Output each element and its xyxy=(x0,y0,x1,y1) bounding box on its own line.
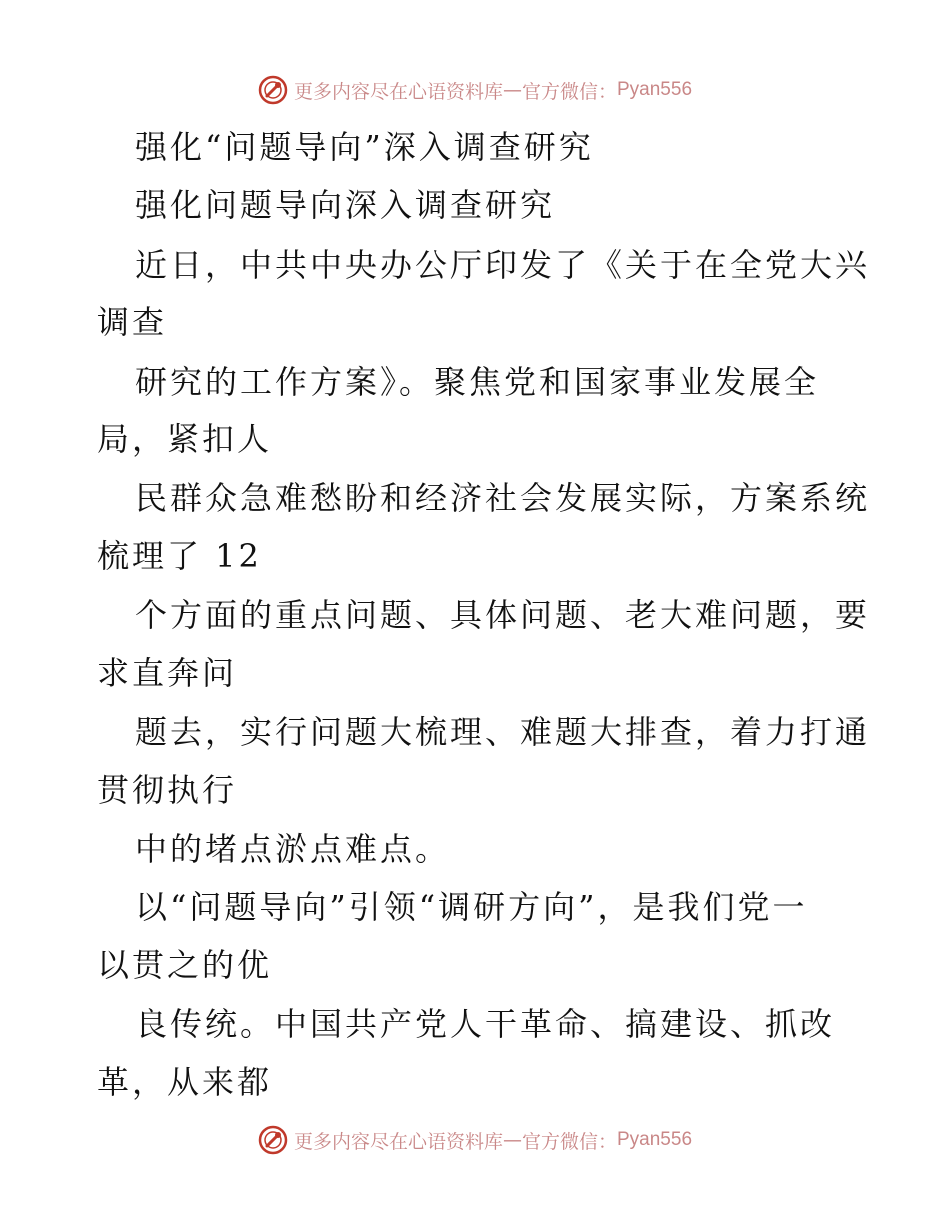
paragraph-line: 以贯之的优 xyxy=(97,946,273,984)
paragraph-line: 梳理了 12 xyxy=(97,537,262,575)
header-banner xyxy=(0,70,950,110)
paragraph-line: 调查 xyxy=(97,303,168,341)
banner-separator: — xyxy=(502,79,522,101)
paragraph-line: 贯彻执行 xyxy=(97,771,238,809)
promo-text: 更多内容尽在心语资料库 xyxy=(293,80,503,103)
document-subtitle: 强化问题导向深入调查研究 xyxy=(135,186,556,224)
promo-text: 更多内容尽在心语资料库 xyxy=(293,1130,503,1153)
wechat-label: 官方微信： xyxy=(521,1130,617,1153)
banner-separator: — xyxy=(502,1129,522,1151)
paragraph-line: 以“问题导向”引领“调研方向”，是我们党一 xyxy=(135,888,808,926)
paragraph-line: 题去，实行问题大梳理、难题大排查，着力打通 xyxy=(135,713,871,751)
footer-banner xyxy=(0,1120,950,1160)
wechat-id: Pyan556 xyxy=(617,79,693,100)
document-title: 强化“问题导向”深入调查研究 xyxy=(135,128,594,166)
red-round-seal-logo-icon xyxy=(258,75,288,105)
paragraph-line: 求直奔问 xyxy=(97,654,238,692)
paragraph-line: 研究的工作方案》。聚焦党和国家事业发展全 xyxy=(135,363,820,401)
paragraph-line: 局，紧扣人 xyxy=(97,420,273,458)
paragraph-line: 个方面的重点问题、具体问题、老大难问题，要 xyxy=(135,596,871,634)
wechat-id: Pyan556 xyxy=(617,1129,693,1150)
red-round-seal-logo-icon xyxy=(258,1125,288,1155)
paragraph-line: 民群众急难愁盼和经济社会发展实际，方案系统 xyxy=(135,479,871,517)
paragraph-line: 良传统。中国共产党人干革命、搞建设、抓改 xyxy=(135,1005,836,1043)
wechat-label: 官方微信： xyxy=(521,80,617,103)
paragraph-line: 革，从来都 xyxy=(97,1063,273,1101)
paragraph-line: 中的堵点淤点难点。 xyxy=(135,830,451,868)
paragraph-line: 近日，中共中央办公厅印发了《关于在全党大兴 xyxy=(135,246,871,284)
